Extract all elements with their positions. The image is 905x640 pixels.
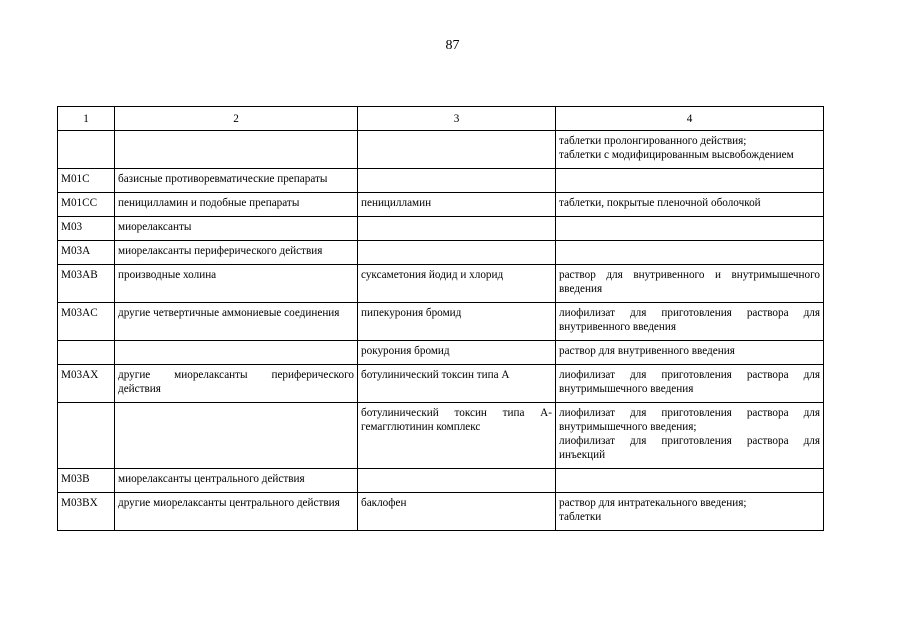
- atc-code-cell: [58, 131, 115, 169]
- table-row: [58, 169, 824, 193]
- anatomical-group-cell: другие миорелаксанты периферического действия: [115, 365, 358, 403]
- table-row: [58, 193, 824, 217]
- page-number: 87: [445, 38, 460, 53]
- atc-code-cell: [58, 403, 115, 469]
- anatomical-group-cell: другие четвертичные аммониевые соединения: [115, 303, 358, 341]
- anatomical-group-cell: другие миорелаксанты центрального действия: [115, 493, 358, 531]
- dosage-form-cell: [556, 469, 824, 493]
- anatomical-group-cell: [115, 341, 358, 365]
- dosage-form-cell: раствор для интратекального введения; таблетки: [556, 493, 824, 531]
- anatomical-group-cell: пеницилламин и подобные препараты: [115, 193, 358, 217]
- atc-code-cell: M03B: [58, 469, 115, 493]
- table-row: [58, 493, 824, 531]
- dosage-form-cell: раствор для внутривенного введения: [556, 341, 824, 365]
- table-row: [58, 217, 824, 241]
- anatomical-group-cell: миорелаксанты периферического действия: [115, 241, 358, 265]
- dosage-form-cell: лиофилизат для приготовления раствора для внутримышечного введения: [556, 365, 824, 403]
- dosage-form-cell: раствор для внутривенного и внутримышечного введения: [556, 265, 824, 303]
- drug-name-cell: [358, 469, 556, 493]
- table-row: [58, 365, 824, 403]
- drug-name-cell: [358, 241, 556, 265]
- atc-code-cell: M03A: [58, 241, 115, 265]
- anatomical-group-cell: базисные противоревматические препараты: [115, 169, 358, 193]
- dosage-form-cell: таблетки, покрытые пленочной оболочкой: [556, 193, 824, 217]
- anatomical-group-cell: [115, 403, 358, 469]
- dosage-form-cell: лиофилизат для приготовления раствора для внутривенного введения: [556, 303, 824, 341]
- drug-name-cell: [358, 131, 556, 169]
- column-header-1: 1: [58, 107, 115, 131]
- table-row: [58, 303, 824, 341]
- table-row: [58, 241, 824, 265]
- dosage-form-cell: лиофилизат для приготовления раствора для внутримышечного введения; лиофилизат для приготовления раствора для инъекций: [556, 403, 824, 469]
- anatomical-group-cell: миорелаксанты: [115, 217, 358, 241]
- anatomical-group-cell: производные холина: [115, 265, 358, 303]
- drug-classification-table: [57, 106, 824, 531]
- atc-code-cell: M03: [58, 217, 115, 241]
- atc-code-cell: M03AC: [58, 303, 115, 341]
- atc-code-cell: M01C: [58, 169, 115, 193]
- table-row: [58, 131, 824, 169]
- dosage-form-cell: [556, 169, 824, 193]
- dosage-form-cell: [556, 217, 824, 241]
- drug-name-cell: суксаметония йодид и хлорид: [358, 265, 556, 303]
- drug-name-cell: ботулинический токсин типа A: [358, 365, 556, 403]
- drug-name-cell: рокурония бромид: [358, 341, 556, 365]
- atc-code-cell: [58, 341, 115, 365]
- dosage-form-cell: [556, 241, 824, 265]
- table-row: [58, 403, 824, 469]
- atc-code-cell: M03AX: [58, 365, 115, 403]
- table-row: [58, 265, 824, 303]
- anatomical-group-cell: [115, 131, 358, 169]
- anatomical-group-cell: миорелаксанты центрального действия: [115, 469, 358, 493]
- drug-name-cell: пеницилламин: [358, 193, 556, 217]
- column-header-2: 2: [115, 107, 358, 131]
- drug-name-cell: ботулинический токсин типа A-гемагглютинин комплекс: [358, 403, 556, 469]
- column-header-4: 4: [556, 107, 824, 131]
- atc-code-cell: M01CC: [58, 193, 115, 217]
- drug-name-cell: пипекурония бромид: [358, 303, 556, 341]
- table-row: [58, 341, 824, 365]
- table-header-row: [58, 107, 824, 131]
- table-row: [58, 469, 824, 493]
- drug-name-cell: баклофен: [358, 493, 556, 531]
- drug-name-cell: [358, 169, 556, 193]
- atc-code-cell: M03AB: [58, 265, 115, 303]
- column-header-3: 3: [358, 107, 556, 131]
- table-body: [58, 131, 824, 531]
- drug-name-cell: [358, 217, 556, 241]
- atc-code-cell: M03BX: [58, 493, 115, 531]
- dosage-form-cell: таблетки пролонгированного действия; таблетки с модифицированным высвобождением: [556, 131, 824, 169]
